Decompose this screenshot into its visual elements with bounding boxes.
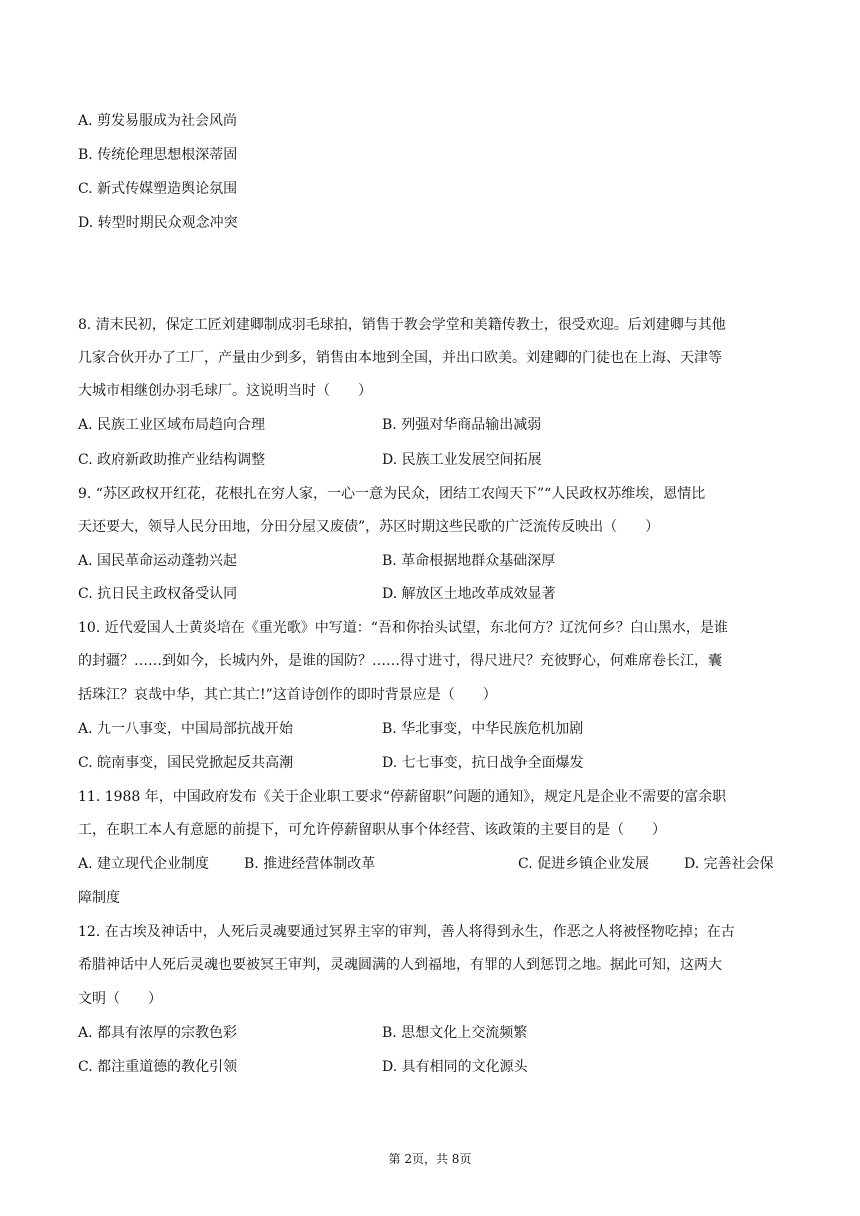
q11-stem-line-1: 11. 1988 年，中国政府发布《关于企业职工要求“停薪留职”问题的通知》，规定凡是企业不需要的富余职 (78, 789, 727, 805)
q8-option-d: D. 民族工业发展空间拓展 (382, 452, 542, 468)
q7-option-d: D. 转型时期民众观念冲突 (78, 215, 238, 231)
q12-option-b: B. 思想文化上交流频繁 (382, 1025, 528, 1041)
q8-option-b: B. 列强对华商品输出减弱 (382, 417, 542, 433)
page-number-footer: 第 2页，共 8页 (388, 1152, 472, 1166)
q9-stem-line-2: 天还要大，领导人民分田地，分田分屋又废债”，苏区时期这些民歌的广泛流传反映出（ ） (78, 519, 660, 535)
q10-option-d: D. 七七事变，抗日战争全面爆发 (382, 755, 584, 771)
q12-option-c: C. 都注重道德的教化引领 (78, 1059, 238, 1075)
q9-stem-line-1: 9. “苏区政权开红花，花根扎在穷人家，一心一意为民众，团结工农闯天下”“人民政权苏维埃，恩情比 (78, 486, 706, 502)
q11-option-d-continued: 障制度 (78, 890, 120, 906)
q9-option-a: A. 国民革命运动蓬勃兴起 (78, 553, 238, 569)
q12-option-d: D. 具有相同的文化源头 (382, 1059, 528, 1075)
q11-option-c: C. 促进乡镇企业发展 (518, 856, 650, 872)
q8-stem-line-2: 几家合伙开办了工厂，产量由少到多，销售由本地到全国，并出口欧美。刘建卿的门徒也在上海、天津等 (78, 350, 722, 366)
q12-stem-line-3: 文明（ ） (78, 991, 162, 1007)
q10-stem-line-2: 的封疆？……到如今，长城内外，是谁的国防？……得寸进寸，得尺进尺？充彼野心，何难席卷长江，囊 (78, 653, 722, 669)
q10-option-b: B. 华北事变，中华民族危机加剧 (382, 721, 584, 737)
q10-option-c: C. 皖南事变，国民党掀起反共高潮 (78, 755, 294, 771)
q12-stem-line-1: 12. 在古埃及神话中，人死后灵魂要通过冥界主宰的审判，善人将得到永生，作恶之人将被怪物吃掉；在古 (78, 924, 735, 940)
q8-option-c: C. 政府新政助推产业结构调整 (78, 452, 266, 468)
q12-option-a: A. 都具有浓厚的宗教色彩 (78, 1025, 238, 1041)
q7-option-b: B. 传统伦理思想根深蒂固 (78, 147, 238, 163)
q11-option-a: A. 建立现代企业制度 (78, 856, 210, 872)
q7-option-a: A. 剪发易服成为社会风尚 (78, 113, 238, 129)
q11-option-b: B. 推进经营体制改革 (244, 856, 376, 872)
q10-option-a: A. 九一八事变，中国局部抗战开始 (78, 721, 294, 737)
q11-stem-line-2: 工，在职工本人有意愿的前提下，可允许停薪留职从事个体经营、该政策的主要目的是（ ） (78, 822, 666, 838)
q10-stem-line-3: 括珠江？哀哉中华，其亡其亡!”这首诗创作的即时背景应是（ ） (78, 687, 497, 703)
q8-option-a: A. 民族工业区域布局趋向合理 (78, 417, 266, 433)
q9-option-d: D. 解放区土地改革成效显著 (382, 586, 556, 602)
q8-stem-line-3: 大城市相继创办羽毛球厂。这说明当时（ ） (78, 383, 372, 399)
q7-option-c: C. 新式传媒塑造舆论氛围 (78, 181, 238, 197)
q9-option-b: B. 革命根据地群众基础深厚 (382, 553, 556, 569)
q10-stem-line-1: 10. 近代爱国人士黄炎培在《重光歌》中写道：“吾和你抬头试望，东北何方？辽沈何乡？白山黑水，是谁 (78, 620, 728, 636)
q11-option-d: D. 完善社会保 (684, 856, 774, 872)
q9-option-c: C. 抗日民主政权备受认同 (78, 586, 238, 602)
q12-stem-line-2: 希腊神话中人死后灵魂也要被冥王审判，灵魂圆满的人到福地，有罪的人到惩罚之地。据此可知，这两大 (78, 957, 722, 973)
q8-stem-line-1: 8. 清末民初，保定工匠刘建卿制成羽毛球拍，销售于教会学堂和美籍传教士，很受欢迎。后刘建卿与其他 (78, 317, 726, 333)
